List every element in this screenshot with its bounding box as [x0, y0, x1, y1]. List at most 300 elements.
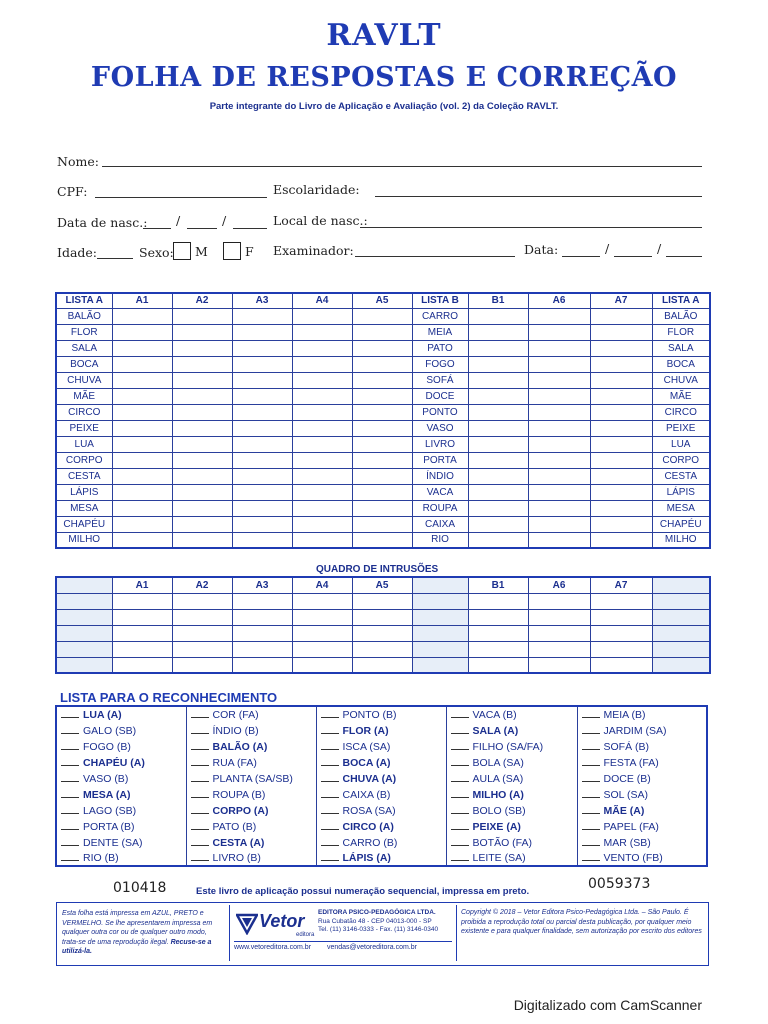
answer-cell[interactable] — [352, 324, 412, 340]
answer-cell[interactable] — [232, 484, 292, 500]
answer-blank[interactable] — [321, 740, 339, 750]
data-nasc-day-field[interactable] — [143, 228, 171, 229]
answer-cell[interactable] — [232, 532, 292, 548]
answer-blank[interactable] — [191, 836, 209, 846]
examinador-field[interactable] — [355, 256, 515, 257]
answer-cell[interactable] — [352, 388, 412, 404]
answer-cell[interactable] — [172, 516, 232, 532]
answer-cell[interactable] — [352, 308, 412, 324]
intrusion-cell[interactable] — [652, 609, 710, 625]
recognition-item[interactable] — [186, 754, 316, 770]
recognition-item[interactable] — [186, 706, 316, 722]
answer-blank[interactable] — [451, 772, 469, 782]
intrusion-cell[interactable] — [352, 625, 412, 641]
answer-cell[interactable] — [112, 340, 172, 356]
answer-blank[interactable] — [191, 772, 209, 782]
answer-cell[interactable] — [590, 532, 652, 548]
answer-blank[interactable] — [61, 724, 79, 734]
intrusion-cell[interactable] — [292, 625, 352, 641]
recognition-item[interactable] — [186, 722, 316, 738]
answer-blank[interactable] — [582, 740, 600, 750]
answer-cell[interactable] — [468, 388, 528, 404]
data-month-field[interactable] — [614, 256, 652, 257]
recognition-item[interactable] — [56, 754, 186, 770]
answer-cell[interactable] — [528, 388, 590, 404]
answer-cell[interactable] — [292, 484, 352, 500]
recognition-item[interactable] — [446, 722, 577, 738]
recognition-item[interactable] — [316, 786, 446, 802]
answer-blank[interactable] — [61, 820, 79, 830]
recognition-item[interactable] — [577, 754, 707, 770]
answer-blank[interactable] — [321, 708, 339, 718]
answer-blank[interactable] — [61, 772, 79, 782]
intrusion-cell[interactable] — [56, 625, 112, 641]
answer-cell[interactable] — [292, 372, 352, 388]
intrusion-cell[interactable] — [232, 609, 292, 625]
answer-cell[interactable] — [112, 372, 172, 388]
recognition-item[interactable] — [316, 802, 446, 818]
sexo-f-checkbox[interactable] — [223, 242, 241, 260]
recognition-item[interactable] — [56, 834, 186, 850]
intrusion-cell[interactable] — [232, 625, 292, 641]
recognition-item[interactable] — [56, 818, 186, 834]
recognition-item[interactable] — [56, 850, 186, 866]
answer-cell[interactable] — [172, 468, 232, 484]
answer-blank[interactable] — [451, 836, 469, 846]
answer-cell[interactable] — [292, 436, 352, 452]
intrusion-cell[interactable] — [112, 609, 172, 625]
answer-blank[interactable] — [451, 708, 469, 718]
answer-cell[interactable] — [292, 516, 352, 532]
intrusion-cell[interactable] — [528, 609, 590, 625]
answer-cell[interactable] — [172, 388, 232, 404]
answer-cell[interactable] — [352, 356, 412, 372]
answer-cell[interactable] — [590, 452, 652, 468]
answer-blank[interactable] — [582, 804, 600, 814]
lista-a-word: CIRCO — [652, 404, 710, 420]
answer-cell[interactable] — [232, 468, 292, 484]
answer-blank[interactable] — [451, 740, 469, 750]
answer-cell[interactable] — [112, 516, 172, 532]
recognition-item[interactable] — [56, 722, 186, 738]
recognition-item[interactable] — [56, 802, 186, 818]
answer-blank[interactable] — [582, 836, 600, 846]
recognition-item[interactable] — [316, 818, 446, 834]
answer-blank[interactable] — [451, 820, 469, 830]
answer-cell[interactable] — [352, 420, 412, 436]
answer-cell[interactable] — [528, 420, 590, 436]
intrusion-cell[interactable] — [172, 625, 232, 641]
intrusion-cell[interactable] — [468, 625, 528, 641]
answer-cell[interactable] — [590, 388, 652, 404]
answer-cell[interactable] — [528, 532, 590, 548]
answer-cell[interactable] — [528, 468, 590, 484]
answer-cell[interactable] — [590, 436, 652, 452]
answer-cell[interactable] — [112, 420, 172, 436]
answer-blank[interactable] — [451, 788, 469, 798]
intrusion-cell[interactable] — [172, 593, 232, 609]
answer-cell[interactable] — [172, 420, 232, 436]
answer-cell[interactable] — [112, 452, 172, 468]
answer-blank[interactable] — [321, 851, 339, 861]
answer-cell[interactable] — [468, 516, 528, 532]
recognition-item[interactable] — [316, 770, 446, 786]
intrusion-cell[interactable] — [172, 657, 232, 673]
answer-blank[interactable] — [451, 804, 469, 814]
recognition-item[interactable] — [446, 754, 577, 770]
answer-cell[interactable] — [468, 404, 528, 420]
answer-blank[interactable] — [321, 804, 339, 814]
intrusion-cell[interactable] — [112, 657, 172, 673]
recognition-item[interactable] — [446, 738, 577, 754]
intrusion-cell[interactable] — [528, 625, 590, 641]
answer-cell[interactable] — [352, 404, 412, 420]
answer-cell[interactable] — [112, 500, 172, 516]
answer-cell[interactable] — [590, 500, 652, 516]
answer-cell[interactable] — [352, 516, 412, 532]
answer-blank[interactable] — [191, 804, 209, 814]
answer-cell[interactable] — [172, 452, 232, 468]
answer-cell[interactable] — [352, 340, 412, 356]
intrusion-cell[interactable] — [468, 593, 528, 609]
answer-cell[interactable] — [528, 404, 590, 420]
recognition-item[interactable] — [577, 802, 707, 818]
recognition-item[interactable] — [316, 706, 446, 722]
answer-cell[interactable] — [590, 404, 652, 420]
answer-cell[interactable] — [112, 532, 172, 548]
recognition-item[interactable] — [577, 834, 707, 850]
answer-blank[interactable] — [61, 708, 79, 718]
answer-cell[interactable] — [528, 484, 590, 500]
answer-cell[interactable] — [172, 436, 232, 452]
answer-cell[interactable] — [172, 308, 232, 324]
sexo-m-checkbox[interactable] — [173, 242, 191, 260]
answer-cell[interactable] — [590, 308, 652, 324]
answer-cell[interactable] — [468, 452, 528, 468]
answer-blank[interactable] — [321, 772, 339, 782]
answer-cell[interactable] — [468, 500, 528, 516]
data-nasc-month-field[interactable] — [187, 228, 217, 229]
intrusion-cell[interactable] — [412, 657, 468, 673]
answer-blank[interactable] — [191, 756, 209, 766]
answer-cell[interactable] — [232, 420, 292, 436]
intrusion-cell[interactable] — [590, 657, 652, 673]
data-day-field[interactable] — [562, 256, 600, 257]
recognition-item[interactable] — [446, 818, 577, 834]
recognition-word: MEIA (B) — [603, 709, 646, 721]
answer-cell[interactable] — [528, 516, 590, 532]
intrusion-cell[interactable] — [652, 593, 710, 609]
intrusion-cell[interactable] — [468, 641, 528, 657]
answer-cell[interactable] — [528, 372, 590, 388]
answer-blank[interactable] — [191, 740, 209, 750]
intrusion-cell[interactable] — [590, 593, 652, 609]
answer-cell[interactable] — [352, 436, 412, 452]
answer-cell[interactable] — [528, 356, 590, 372]
recognition-item[interactable] — [186, 850, 316, 866]
intrusion-cell[interactable] — [172, 609, 232, 625]
answer-cell[interactable] — [468, 436, 528, 452]
answer-cell[interactable] — [590, 484, 652, 500]
answer-cell[interactable] — [232, 404, 292, 420]
answer-blank[interactable] — [451, 724, 469, 734]
answer-cell[interactable] — [172, 404, 232, 420]
answer-cell[interactable] — [292, 532, 352, 548]
answer-cell[interactable] — [528, 340, 590, 356]
recognition-item[interactable] — [186, 834, 316, 850]
answer-cell[interactable] — [232, 340, 292, 356]
intrusion-cell[interactable] — [112, 593, 172, 609]
recognition-item[interactable] — [316, 834, 446, 850]
answer-blank[interactable] — [582, 820, 600, 830]
recognition-item[interactable] — [316, 850, 446, 866]
intrusion-cell[interactable] — [590, 641, 652, 657]
answer-cell[interactable] — [112, 308, 172, 324]
answer-cell[interactable] — [232, 516, 292, 532]
answer-cell[interactable] — [292, 308, 352, 324]
answer-cell[interactable] — [292, 388, 352, 404]
intrusion-cell[interactable] — [528, 641, 590, 657]
answer-blank[interactable] — [191, 708, 209, 718]
answer-cell[interactable] — [112, 388, 172, 404]
answer-blank[interactable] — [321, 788, 339, 798]
answer-cell[interactable] — [590, 340, 652, 356]
lista-b-word: MEIA — [412, 324, 468, 340]
recognition-item[interactable] — [186, 738, 316, 754]
answer-blank[interactable] — [191, 788, 209, 798]
answer-cell[interactable] — [468, 356, 528, 372]
recognition-item[interactable] — [577, 818, 707, 834]
answer-blank[interactable] — [582, 851, 600, 861]
answer-cell[interactable] — [468, 532, 528, 548]
answer-blank[interactable] — [582, 788, 600, 798]
recognition-item[interactable] — [316, 754, 446, 770]
table-row — [56, 484, 710, 500]
answer-cell[interactable] — [292, 340, 352, 356]
recognition-item[interactable] — [446, 850, 577, 866]
answer-cell[interactable] — [292, 404, 352, 420]
recognition-item[interactable] — [577, 738, 707, 754]
answer-cell[interactable] — [352, 372, 412, 388]
intrusion-cell[interactable] — [352, 657, 412, 673]
recognition-item[interactable] — [56, 786, 186, 802]
answer-blank[interactable] — [321, 724, 339, 734]
intrusion-cell[interactable] — [232, 657, 292, 673]
answer-cell[interactable] — [112, 436, 172, 452]
answer-blank[interactable] — [61, 788, 79, 798]
answer-blank[interactable] — [61, 740, 79, 750]
recognition-item[interactable] — [186, 786, 316, 802]
recognition-item[interactable] — [446, 802, 577, 818]
answer-cell[interactable] — [528, 324, 590, 340]
answer-blank[interactable] — [191, 851, 209, 861]
cpf-field[interactable] — [95, 197, 267, 198]
answer-cell[interactable] — [528, 436, 590, 452]
answer-cell[interactable] — [590, 468, 652, 484]
answer-cell[interactable] — [232, 436, 292, 452]
intrusion-cell[interactable] — [352, 609, 412, 625]
escolaridade-field[interactable] — [375, 196, 702, 197]
answer-cell[interactable] — [590, 356, 652, 372]
intrusion-cell[interactable] — [56, 609, 112, 625]
local-nasc-field[interactable] — [360, 227, 702, 228]
answer-cell[interactable] — [112, 356, 172, 372]
intrusion-cell[interactable] — [652, 657, 710, 673]
answer-cell[interactable] — [468, 484, 528, 500]
answer-blank[interactable] — [582, 772, 600, 782]
lista-a-word: CESTA — [56, 468, 112, 484]
answer-blank[interactable] — [61, 836, 79, 846]
data-year-field[interactable] — [666, 256, 702, 257]
answer-cell[interactable] — [232, 452, 292, 468]
answer-cell[interactable] — [528, 500, 590, 516]
recognition-item[interactable] — [577, 770, 707, 786]
recognition-item[interactable] — [446, 834, 577, 850]
answer-cell[interactable] — [112, 468, 172, 484]
answer-cell[interactable] — [352, 484, 412, 500]
answer-cell[interactable] — [292, 452, 352, 468]
answer-blank[interactable] — [451, 851, 469, 861]
answer-cell[interactable] — [468, 420, 528, 436]
recognition-item[interactable] — [577, 850, 707, 866]
answer-blank[interactable] — [582, 724, 600, 734]
intrusion-cell[interactable] — [112, 641, 172, 657]
intrusion-cell[interactable] — [468, 657, 528, 673]
intrusion-cell[interactable] — [412, 609, 468, 625]
recognition-item[interactable] — [56, 706, 186, 722]
intrusion-cell[interactable] — [56, 657, 112, 673]
recognition-word: CARRO (B) — [342, 836, 398, 849]
publisher-email-link[interactable]: vendas@vetoreditora.com.br — [326, 944, 417, 951]
intrusion-cell[interactable] — [172, 641, 232, 657]
answer-cell[interactable] — [232, 388, 292, 404]
answer-blank[interactable] — [61, 851, 79, 861]
intrusion-cell[interactable] — [468, 609, 528, 625]
recognition-word: CORPO (A) — [212, 804, 269, 817]
answer-cell[interactable] — [232, 356, 292, 372]
intrusion-cell[interactable] — [292, 657, 352, 673]
recognition-item[interactable] — [186, 770, 316, 786]
answer-cell[interactable] — [352, 532, 412, 548]
answer-cell[interactable] — [232, 500, 292, 516]
intrusion-cell[interactable] — [232, 593, 292, 609]
answer-cell[interactable] — [528, 308, 590, 324]
answer-cell[interactable] — [232, 324, 292, 340]
intrusion-cell[interactable] — [412, 641, 468, 657]
lista-a-word: CHUVA — [56, 372, 112, 388]
answer-cell[interactable] — [172, 340, 232, 356]
nome-field[interactable] — [102, 166, 702, 167]
intrusion-cell[interactable] — [652, 641, 710, 657]
answer-cell[interactable] — [528, 452, 590, 468]
answer-cell[interactable] — [352, 468, 412, 484]
recognition-item[interactable] — [56, 770, 186, 786]
publisher-site-link[interactable]: www.vetoreditora.com.br — [234, 944, 312, 951]
recognition-item[interactable] — [446, 770, 577, 786]
answer-cell[interactable] — [172, 500, 232, 516]
answer-cell[interactable] — [232, 308, 292, 324]
answer-blank[interactable] — [61, 756, 79, 766]
answer-blank[interactable] — [582, 708, 600, 718]
answer-blank[interactable] — [451, 756, 469, 766]
answer-cell[interactable] — [292, 468, 352, 484]
answer-blank[interactable] — [191, 820, 209, 830]
answer-cell[interactable] — [232, 372, 292, 388]
answer-blank[interactable] — [582, 756, 600, 766]
answer-cell[interactable] — [468, 372, 528, 388]
answer-cell[interactable] — [468, 340, 528, 356]
recognition-item[interactable] — [577, 722, 707, 738]
recognition-item[interactable] — [446, 786, 577, 802]
answer-cell[interactable] — [292, 500, 352, 516]
intrusion-cell[interactable] — [292, 593, 352, 609]
intrusion-cell[interactable] — [232, 641, 292, 657]
recognition-item[interactable] — [577, 786, 707, 802]
intrusion-cell[interactable] — [528, 593, 590, 609]
answer-blank[interactable] — [321, 820, 339, 830]
recognition-item[interactable] — [56, 738, 186, 754]
answer-cell[interactable] — [112, 324, 172, 340]
answer-cell[interactable] — [172, 484, 232, 500]
answer-cell[interactable] — [468, 308, 528, 324]
answer-cell[interactable] — [352, 500, 412, 516]
answer-cell[interactable] — [590, 420, 652, 436]
answer-cell[interactable] — [590, 372, 652, 388]
intrusion-cell[interactable] — [528, 657, 590, 673]
answer-cell[interactable] — [468, 468, 528, 484]
answer-cell[interactable] — [112, 484, 172, 500]
idade-field[interactable] — [97, 258, 133, 259]
intrusion-cell[interactable] — [292, 609, 352, 625]
answer-blank[interactable] — [191, 724, 209, 734]
recognition-item[interactable] — [186, 802, 316, 818]
answer-blank[interactable] — [321, 756, 339, 766]
answer-cell[interactable] — [590, 516, 652, 532]
data-nasc-year-field[interactable] — [233, 228, 267, 229]
recognition-item[interactable] — [316, 738, 446, 754]
answer-cell[interactable] — [352, 452, 412, 468]
intrusion-cell[interactable] — [590, 609, 652, 625]
intrusion-cell[interactable] — [412, 593, 468, 609]
answer-cell[interactable] — [292, 420, 352, 436]
answer-cell[interactable] — [590, 324, 652, 340]
intrusion-cell[interactable] — [56, 593, 112, 609]
intrusion-cell[interactable] — [56, 641, 112, 657]
recognition-item[interactable] — [577, 706, 707, 722]
answer-cell[interactable] — [112, 404, 172, 420]
intrusion-cell[interactable] — [652, 625, 710, 641]
recognition-item[interactable] — [316, 722, 446, 738]
answer-cell[interactable] — [292, 356, 352, 372]
recognition-item[interactable] — [186, 818, 316, 834]
intrusion-cell[interactable] — [292, 641, 352, 657]
answer-blank[interactable] — [321, 836, 339, 846]
answer-cell[interactable] — [292, 324, 352, 340]
answer-blank[interactable] — [61, 804, 79, 814]
answer-cell[interactable] — [468, 324, 528, 340]
intrusion-cell[interactable] — [412, 625, 468, 641]
recognition-item[interactable] — [446, 706, 577, 722]
answer-cell[interactable] — [172, 324, 232, 340]
lista-a-word: MILHO — [652, 532, 710, 548]
intrusion-cell[interactable] — [112, 625, 172, 641]
answer-cell[interactable] — [172, 356, 232, 372]
intrusion-cell[interactable] — [352, 593, 412, 609]
answer-cell[interactable] — [172, 372, 232, 388]
intrusion-cell[interactable] — [590, 625, 652, 641]
answer-cell[interactable] — [172, 532, 232, 548]
intrusion-cell[interactable] — [352, 641, 412, 657]
